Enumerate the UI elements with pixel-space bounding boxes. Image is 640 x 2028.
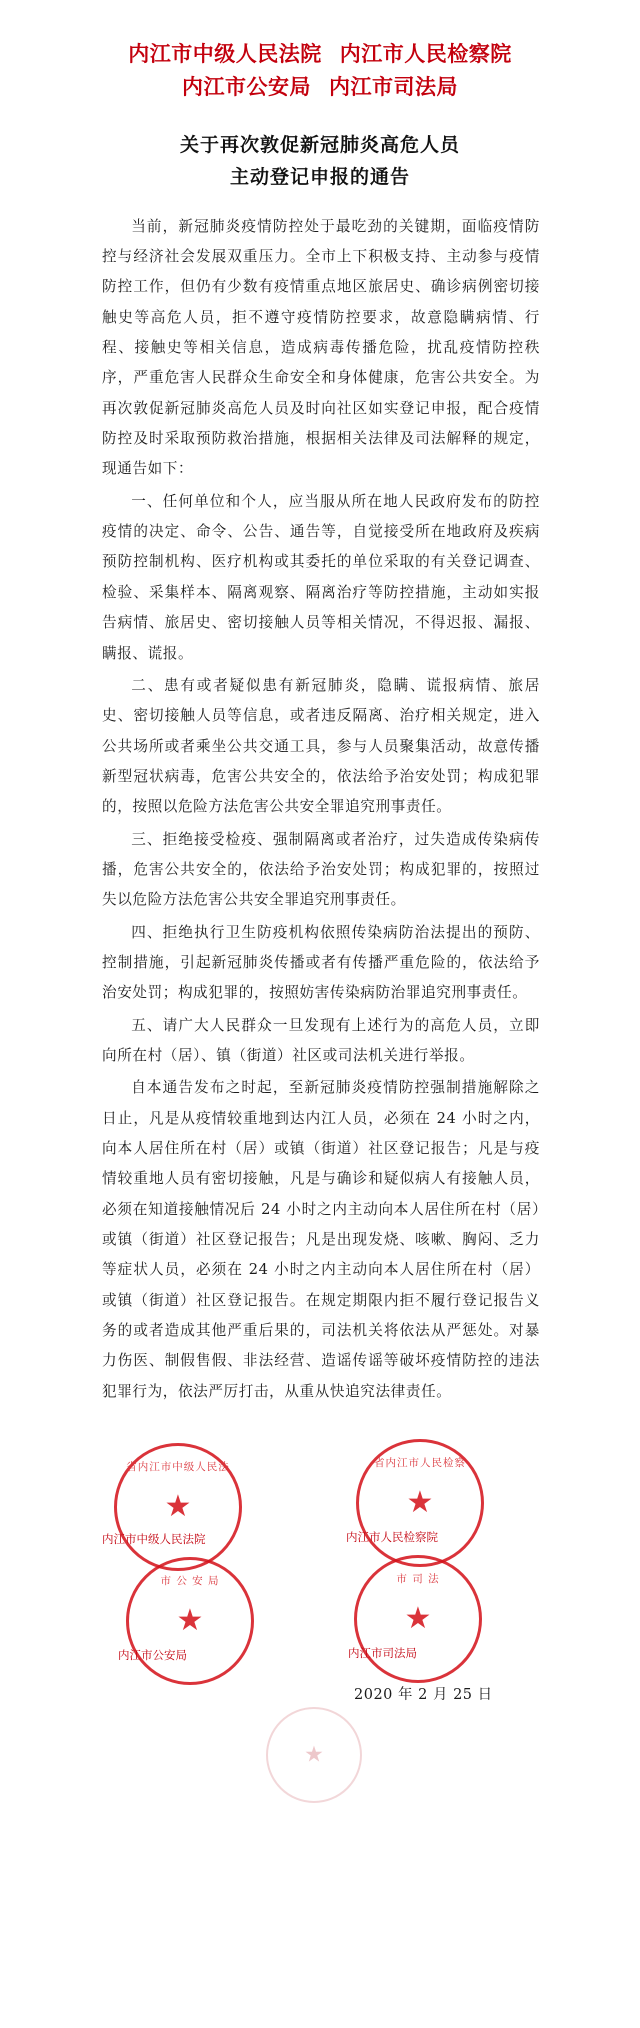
star-icon: ★ [304,1742,324,1768]
paragraph-item-2: 二、患有或者疑似患有新冠肺炎，隐瞒、谎报病情、旅居史、密切接触人员等信息，或者违反隔离、治疗相关规定，进入公共场所或者乘坐公共交通工具，参与人员聚集活动，故意传播新型冠状病毒，危害公共安全的，依法给予治安处罚；构成犯罪的，按照以危险方法危害公共安全罪追究刑事责任。 [102,676,540,816]
seal-caption-procuratorate: 内江市人民检察院 [346,1530,438,1545]
agency-procuratorate: 内江市人民检察院 [339,41,512,66]
faint-overlap-seal [266,1707,362,1803]
agency-justice-bureau: 内江市司法局 [329,73,458,99]
seal-caption-court: 内江市中级人民法院 [102,1532,206,1547]
title-line-1: 关于再次敦促新冠肺炎高危人员 [179,134,460,157]
agency-row-1 [70,38,570,71]
paragraph-closing: 自本通告发布之时起，至新冠肺炎疫情防控强制措施解除之日止，凡是从疫情较重地到达内江人员，必须在 24 小时之内，向本人居住所在村（居）或镇（街道）社区登记报告；凡是与疫情较重地人员有密切接触，凡是与确诊和疑似病人有接触人员，必须在知道接触情况后 24 小时之内主动向本人居住所在村（居）或镇（街道）社区登记报告；凡是出现发烧、咳嗽、胸闷、乏力等症状人员，必须在 24 小时之内主动向本人居住所在村（居）或镇（街道）社区登记报告。在规定期限内拒不履行登记报告义务的或者造成其他严重后果的，司法机关将依法从严惩处。对暴力伤医、制假售假、非法经营、造谣传谣等破坏疫情防控的违法犯罪行为，依法严厉打击，从重从快追究法律责任。 [102,1079,540,1400]
agency-court: 内江市中级人民法院 [128,41,322,66]
seal-justice-bureau-stamp [354,1555,482,1683]
agency-row-2 [70,71,570,104]
seal-justice-bureau-arc-text: 市 司 法 [396,1573,440,1586]
seal-court-arc-text: 省内江市中级人民法 [126,1461,230,1474]
paragraph-item-4: 四、拒绝执行卫生防疫机构依照传染病防治法提出的预防、控制措施，引起新冠肺炎传播或者有传播严重危险的，依法给予治安处罚；构成犯罪的，按照妨害传染病防治罪追究刑事责任。 [102,923,540,1002]
seal-public-security-arc-text: 市 公 安 局 [160,1575,220,1588]
page-title [70,129,570,194]
agency-header [70,30,570,103]
paragraph-preamble: 当前，新冠肺炎疫情防控处于最吃劲的关键期，面临疫情防控与经济社会发展双重压力。全市上下积极支持、主动参与疫情防控工作，但仍有少数有疫情重点地区旅居史、确诊病例密切接触史等高危人员，拒不遵守疫情防控要求，故意隐瞒病情、行程、接触史等相关信息，造成病毒传播危险，扰乱疫情防控秩序，严重危害人民群众生命安全和身体健康，危害公共安全。为再次敦促新冠肺炎高危人员及时向社区如实登记申报，配合疫情防控及时采取预防救治措施，根据相关法律及司法解释的规定，现通告如下： [102,217,540,478]
seal-procuratorate-stamp [356,1439,484,1567]
paragraph-item-5: 五、请广大人民群众一旦发现有上述行为的高危人员，立即向所在村（居）、镇（街道）社区或司法机关进行举报。 [102,1016,540,1064]
star-icon: ★ [404,1601,432,1637]
seal-public-security-stamp [126,1557,254,1685]
star-icon: ★ [406,1485,434,1521]
seal-caption-justice-bureau: 内江市司法局 [348,1646,417,1661]
seal-procuratorate-arc-text: 省内江市人民检察 [374,1457,466,1470]
paragraph-item-1: 一、任何单位和个人，应当服从所在地人民政府发布的防控疫情的决定、命令、公告、通告等，自觉接受所在地政府及疾病预防控制机构、医疗机构或其委托的单位采取的有关登记调查、检验、采集样本、隔离观察、隔离治疗等防控措施，主动如实报告病情、旅居史、密切接触人员等相关情况，不得迟报、漏报、瞒报、谎报。 [102,492,540,662]
title-line-2: 主动登记申报的通告 [229,166,410,189]
seal-court-stamp [114,1443,242,1571]
seal-area [70,1433,570,1768]
star-icon: ★ [164,1489,192,1525]
document-body [70,212,570,1407]
star-icon: ★ [176,1603,204,1639]
document-sheet [70,0,570,1768]
agency-public-security: 内江市公安局 [182,73,311,99]
seal-caption-public-security: 内江市公安局 [118,1648,187,1663]
paragraph-item-3: 三、拒绝接受检疫、强制隔离或者治疗，过失造成传染病传播，危害公共安全的，依法给予治安处罚；构成犯罪的，按照过失以危险方法危害公共安全罪追究刑事责任。 [102,830,540,909]
document-date: 2020 年 2 月 25 日 [354,1687,493,1704]
